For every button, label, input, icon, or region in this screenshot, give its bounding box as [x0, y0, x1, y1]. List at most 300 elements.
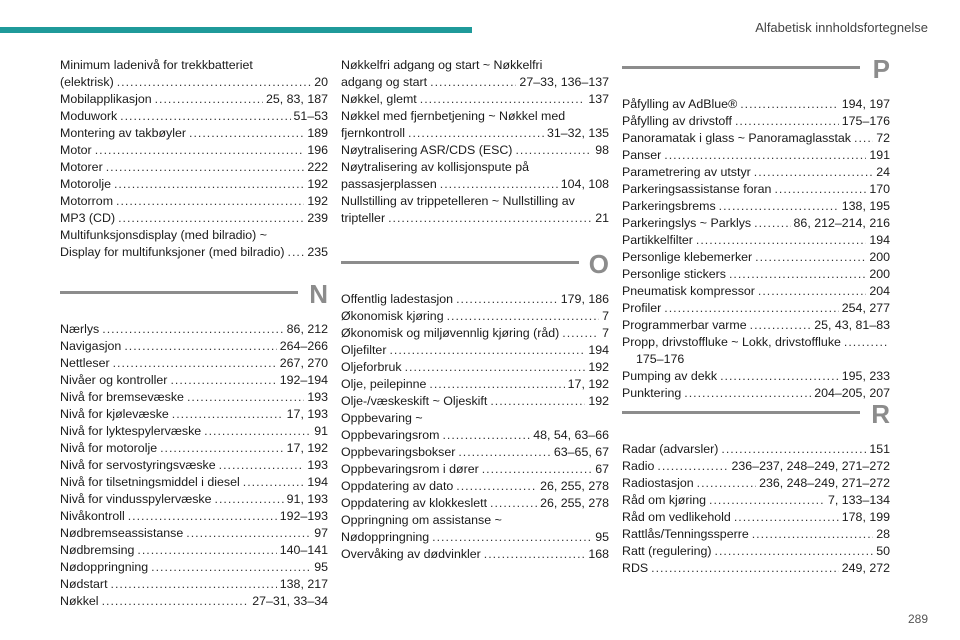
entry-pages: 236–237, 248–249, 271–272 — [731, 459, 890, 473]
leader-dots — [490, 393, 585, 410]
index-entry — [60, 91, 328, 108]
entry-pages: 192 — [588, 394, 609, 408]
entry-pages: 168 — [588, 547, 609, 561]
index-entry — [622, 164, 890, 181]
leader-dots — [117, 74, 312, 91]
entry-pages: 195, 233 — [841, 369, 890, 383]
index-entry — [60, 227, 328, 261]
leader-dots — [155, 91, 263, 108]
index-entry — [622, 475, 890, 492]
entry-pages: 175–176 — [841, 114, 890, 128]
index-entry — [341, 478, 609, 495]
index-entry — [622, 113, 890, 130]
leader-dots — [752, 526, 873, 543]
entry-term: Nivå for servostyringsvæske — [60, 458, 216, 472]
index-entry — [60, 491, 328, 508]
leader-dots — [482, 461, 592, 478]
entry-term: Oljeforbruk — [341, 360, 402, 374]
index-entry — [60, 406, 328, 423]
entry-term: Multifunksjonsdisplay (med bilradio) ~ — [60, 228, 267, 242]
entry-pages: 86, 212 — [286, 322, 328, 336]
entry-pages: 222 — [307, 160, 328, 174]
index-entry — [60, 474, 328, 491]
entry-term: Nøytralisering ASR/CDS (ESC) — [341, 143, 513, 157]
index-entry — [60, 423, 328, 440]
entry-pages: 17, 192 — [286, 441, 328, 455]
entry-pages: 194 — [869, 233, 890, 247]
index-entry — [622, 249, 890, 266]
index-entry — [622, 300, 890, 317]
entry-pages: 27–33, 136–137 — [519, 75, 609, 89]
leader-dots — [128, 508, 277, 525]
entry-term: Oppdatering av klokkeslett — [341, 496, 488, 510]
leader-dots — [709, 492, 825, 509]
entry-pages: 138, 217 — [279, 577, 328, 591]
index-entry — [60, 559, 328, 576]
entry-term: Display for multifunksjoner (med bilradio) — [60, 245, 285, 259]
entry-term: Parkeringsassistanse foran — [622, 182, 772, 196]
entry-term: Oppbevaringsbokser — [341, 445, 456, 459]
entry-term: Olje, peilepinne — [341, 377, 427, 391]
index-entry — [622, 198, 890, 215]
section-header-n — [60, 279, 328, 325]
index-entry — [60, 176, 328, 193]
entry-pages: 95 — [314, 560, 328, 574]
index-entry — [622, 385, 890, 402]
leader-dots — [288, 244, 305, 261]
leader-dots — [774, 181, 866, 198]
entry-pages: 204 — [869, 284, 890, 298]
entry-term: Nødoppringning — [341, 530, 430, 544]
entry-pages: 175–176 — [636, 352, 685, 366]
index-entry — [60, 593, 328, 610]
leader-dots — [754, 164, 873, 181]
entry-term: Oppringning om assistanse ~ — [341, 513, 502, 527]
index-entry — [60, 142, 328, 159]
entry-pages: 7 — [602, 309, 609, 323]
entry-term: Økonomisk kjøring — [341, 309, 444, 323]
entry-pages: 239 — [307, 211, 328, 225]
entry-term: Panser — [622, 148, 662, 162]
index-entry — [341, 308, 609, 325]
entry-pages: 235 — [307, 245, 328, 259]
entry-term: Oppbevaringsrom i dører — [341, 462, 479, 476]
index-entry — [60, 108, 328, 125]
index-entry — [60, 372, 328, 389]
entry-pages: 51–53 — [293, 109, 328, 123]
entry-pages: 249, 272 — [841, 561, 890, 575]
index-entry — [60, 457, 328, 474]
entry-term: (elektrisk) — [60, 75, 114, 89]
index-entry — [341, 193, 609, 227]
leader-dots — [114, 176, 304, 193]
entry-pages: 138, 195 — [841, 199, 890, 213]
leader-dots — [189, 125, 304, 142]
section-rule — [60, 291, 298, 294]
index-entry — [622, 509, 890, 526]
entry-pages: 192 — [588, 360, 609, 374]
index-entry — [60, 440, 328, 457]
entry-pages: 179, 186 — [560, 292, 609, 306]
section-header-r — [622, 399, 890, 445]
index-entry — [622, 526, 890, 543]
index-entry — [622, 492, 890, 509]
leader-dots — [854, 130, 873, 147]
leader-dots — [243, 474, 305, 491]
leader-dots — [720, 368, 839, 385]
entry-pages: 191 — [869, 148, 890, 162]
entry-term: Punktering — [622, 386, 682, 400]
leader-dots — [684, 385, 811, 402]
entry-pages: 86, 212–214, 216 — [793, 216, 890, 230]
entry-term: Nøkkel med fjernbetjening ~ Nøkkel med — [341, 109, 566, 123]
leader-dots — [120, 108, 290, 125]
leader-dots — [111, 576, 277, 593]
entry-term: Nøkkel — [60, 594, 99, 608]
entry-term: Oppbevaring ~ — [341, 411, 423, 425]
entry-term: Nivåer og kontroller — [60, 373, 168, 387]
leader-dots — [735, 113, 839, 130]
entry-term: Nullstilling av trippetelleren ~ Nullstilling av — [341, 194, 575, 208]
section-rule — [622, 411, 860, 414]
entry-term: Nødbremseassistanse — [60, 526, 184, 540]
entry-term: Motorer — [60, 160, 103, 174]
entry-term: Råd om vedlikehold — [622, 510, 731, 524]
entry-pages: 17, 193 — [286, 407, 328, 421]
leader-dots — [456, 291, 558, 308]
entry-term: Nivå for bremsevæske — [60, 390, 184, 404]
entry-term: Moduwork — [60, 109, 118, 123]
entry-pages: 97 — [314, 526, 328, 540]
leader-dots — [420, 91, 586, 108]
leader-dots — [447, 308, 600, 325]
index-entry — [341, 342, 609, 359]
index-entry — [622, 181, 890, 198]
leader-dots — [408, 125, 544, 142]
section-letter: N — [309, 279, 328, 309]
leader-dots — [186, 525, 311, 542]
entry-pages: 194 — [307, 475, 328, 489]
entry-term: fjernkontroll — [341, 126, 406, 140]
index-entry — [622, 334, 890, 368]
entry-pages: 25, 83, 187 — [265, 92, 328, 106]
leader-dots — [721, 441, 866, 458]
index-entry — [622, 215, 890, 232]
header-accent-bar — [0, 27, 472, 33]
entry-term: MP3 (CD) — [60, 211, 116, 225]
leader-dots — [740, 96, 839, 113]
leader-dots — [490, 495, 537, 512]
leader-dots — [170, 372, 276, 389]
index-entry — [341, 512, 609, 546]
entry-term: Oppdatering av dato — [341, 479, 454, 493]
entry-term: Offentlig ladestasjon — [341, 292, 454, 306]
entry-pages: 98 — [595, 143, 609, 157]
entry-pages: 192 — [307, 177, 328, 191]
index-entry — [60, 542, 328, 559]
leader-dots — [388, 210, 592, 227]
entry-term: Nøkkel, glemt — [341, 92, 417, 106]
leader-dots — [187, 389, 304, 406]
leader-dots — [696, 232, 866, 249]
entry-term: Nivå for vindusspylervæske — [60, 492, 212, 506]
index-entry — [622, 283, 890, 300]
leader-dots — [95, 142, 305, 159]
entry-pages: 189 — [307, 126, 328, 140]
entry-pages: 194 — [588, 343, 609, 357]
entry-pages: 193 — [307, 458, 328, 472]
index-entry — [341, 159, 609, 193]
entry-pages: 24 — [876, 165, 890, 179]
index-entry — [60, 338, 328, 355]
index-entry — [622, 96, 890, 113]
leader-dots — [734, 509, 839, 526]
index-entry — [622, 147, 890, 164]
leader-dots — [442, 427, 530, 444]
entry-pages: 7 — [602, 326, 609, 340]
entry-term: Ratt (regulering) — [622, 544, 712, 558]
leader-dots — [456, 478, 537, 495]
index-entry — [60, 355, 328, 372]
entry-term: Nærlys — [60, 322, 100, 336]
leader-dots — [715, 543, 874, 560]
entry-pages: 50 — [876, 544, 890, 558]
leader-dots — [664, 300, 839, 317]
entry-term: Nødoppringning — [60, 560, 149, 574]
entry-pages: 91, 193 — [286, 492, 328, 506]
entry-term: Personlige stickers — [622, 267, 726, 281]
section-letter: O — [588, 249, 609, 279]
index-entry — [622, 368, 890, 385]
entry-pages: 193 — [307, 390, 328, 404]
entry-pages: 48, 54, 63–66 — [533, 428, 609, 442]
leader-dots — [106, 159, 305, 176]
entry-term: RDS — [622, 561, 649, 575]
index-entry — [341, 108, 609, 142]
entry-pages: 200 — [869, 250, 890, 264]
entry-pages: 170 — [869, 182, 890, 196]
index-entry — [341, 546, 609, 563]
entry-pages: 267, 270 — [279, 356, 328, 370]
leader-dots — [754, 215, 790, 232]
leader-dots — [124, 338, 276, 355]
index-entry — [622, 266, 890, 283]
entry-term: Programmerbar varme — [622, 318, 747, 332]
entry-pages: 194, 197 — [841, 97, 890, 111]
entry-pages: 67 — [595, 462, 609, 476]
entry-term: Personlige klebemerker — [622, 250, 753, 264]
leader-dots — [151, 559, 311, 576]
leader-dots — [758, 283, 866, 300]
entry-term: Oppbevaringsrom — [341, 428, 440, 442]
entry-term: Parkeringslys ~ Parklys — [622, 216, 752, 230]
entry-pages: 204–205, 207 — [814, 386, 890, 400]
leader-dots — [429, 376, 564, 393]
entry-term: Minimum ladenivå for trekkbatteriet — [60, 58, 253, 72]
entry-term: Nettleser — [60, 356, 110, 370]
index-entry — [341, 410, 609, 444]
index-entry — [622, 458, 890, 475]
leader-dots — [116, 193, 304, 210]
page-number: 289 — [907, 612, 928, 626]
index-entry — [60, 508, 328, 525]
entry-term: Påfylling av AdBlue® — [622, 97, 738, 111]
leader-dots — [137, 542, 276, 559]
index-entry — [60, 389, 328, 406]
entry-term: Økonomisk og miljøvennlig kjøring (råd) — [341, 326, 560, 340]
entry-pages: 91 — [314, 424, 328, 438]
entry-pages: 28 — [876, 527, 890, 541]
entry-term: Nivå for kjølevæske — [60, 407, 169, 421]
index-entry — [341, 57, 609, 91]
index-entry — [60, 525, 328, 542]
entry-pages: 192 — [307, 194, 328, 208]
entry-term: Nødstart — [60, 577, 108, 591]
index-entry — [341, 495, 609, 512]
index-entry — [341, 376, 609, 393]
entry-pages: 25, 43, 81–83 — [814, 318, 890, 332]
section-letter: R — [871, 399, 890, 429]
index-entry — [341, 359, 609, 376]
entry-pages: 151 — [869, 442, 890, 456]
entry-pages: 26, 255, 278 — [540, 479, 609, 493]
entry-pages: 72 — [876, 131, 890, 145]
entry-term: Nivå for motorolje — [60, 441, 158, 455]
index-entry — [622, 232, 890, 249]
entry-term: passasjerplassen — [341, 177, 437, 191]
entry-term: Nødbremsing — [60, 543, 135, 557]
entry-term: Olje-/væskeskift ~ Oljeskift — [341, 394, 488, 408]
entry-term: Montering av takbøyler — [60, 126, 187, 140]
leader-dots — [113, 355, 277, 372]
index-entry — [622, 317, 890, 334]
index-entry — [341, 91, 609, 108]
entry-term: Nøkkelfri adgang og start ~ Nøkkelfri — [341, 58, 543, 72]
entry-term: Overvåking av dødvinkler — [341, 547, 481, 561]
entry-term: Råd om kjøring — [622, 493, 707, 507]
leader-dots — [405, 359, 586, 376]
entry-pages: 264–266 — [279, 339, 328, 353]
leader-dots — [697, 475, 756, 492]
leader-dots — [515, 142, 592, 159]
entry-pages: 192–193 — [279, 509, 328, 523]
entry-term: Radio — [622, 459, 655, 473]
leader-dots — [729, 266, 866, 283]
entry-term: Panoramatak i glass ~ Panoramaglasstak — [622, 131, 852, 145]
index-entry — [622, 130, 890, 147]
entry-pages: 7, 133–134 — [827, 493, 890, 507]
leader-dots — [844, 334, 887, 351]
entry-pages: 20 — [314, 75, 328, 89]
leader-dots — [657, 458, 728, 475]
entry-pages: 31–32, 135 — [546, 126, 609, 140]
entry-term: Nivå for lyktespylervæske — [60, 424, 202, 438]
entry-term: Motor — [60, 143, 92, 157]
index-entry — [622, 543, 890, 560]
entry-term: Nivåkontroll — [60, 509, 125, 523]
entry-term: Nivå for tilsetningsmiddel i diesel — [60, 475, 240, 489]
entry-pages: 196 — [307, 143, 328, 157]
index-entry — [60, 159, 328, 176]
section-header-p — [622, 54, 890, 100]
entry-term: Radiostasjon — [622, 476, 694, 490]
entry-term: Oljefilter — [341, 343, 387, 357]
entry-term: Profiler — [622, 301, 662, 315]
entry-pages: 200 — [869, 267, 890, 281]
index-entry — [341, 461, 609, 478]
entry-term: Mobilapplikasjon — [60, 92, 152, 106]
index-entry — [341, 325, 609, 342]
entry-pages: 63–65, 67 — [553, 445, 609, 459]
section-header-o — [341, 249, 609, 295]
index-entry — [341, 444, 609, 461]
leader-dots — [664, 147, 866, 164]
entry-pages: 236, 248–249, 271–272 — [759, 476, 890, 490]
entry-pages: 95 — [595, 530, 609, 544]
section-letter: P — [872, 54, 890, 84]
entry-term: Partikkelfilter — [622, 233, 693, 247]
leader-dots — [215, 491, 284, 508]
entry-pages: 104, 108 — [560, 177, 609, 191]
entry-pages: 27–31, 33–34 — [252, 594, 328, 608]
index-entry — [60, 193, 328, 210]
leader-dots — [118, 210, 304, 227]
index-entry — [60, 576, 328, 593]
leader-dots — [389, 342, 585, 359]
entry-term: Nøytralisering av kollisjonspute på — [341, 160, 530, 174]
leader-dots — [719, 198, 839, 215]
index-entry — [341, 291, 609, 308]
entry-pages: 254, 277 — [841, 301, 890, 315]
entry-term: Motorolje — [60, 177, 111, 191]
index-entry — [341, 142, 609, 159]
leader-dots — [458, 444, 551, 461]
section-rule — [622, 66, 860, 69]
leader-dots — [562, 325, 599, 342]
leader-dots — [160, 440, 284, 457]
entry-pages: 192–194 — [279, 373, 328, 387]
entry-term: tripteller — [341, 211, 386, 225]
leader-dots — [172, 406, 284, 423]
leader-dots — [750, 317, 812, 334]
leader-dots — [204, 423, 311, 440]
entry-pages: 21 — [595, 211, 609, 225]
entry-pages: 178, 199 — [841, 510, 890, 524]
entry-pages: 140–141 — [279, 543, 328, 557]
leader-dots — [219, 457, 305, 474]
entry-pages: 17, 192 — [567, 377, 609, 391]
entry-term: Pneumatisk kompressor — [622, 284, 755, 298]
leader-dots — [484, 546, 586, 563]
entry-term: Rattlås/Tenningssperre — [622, 527, 749, 541]
entry-term: Radar (advarsler) — [622, 442, 719, 456]
index-entry — [622, 441, 890, 458]
entry-term: Motorrom — [60, 194, 114, 208]
entry-term: Pumping av dekk — [622, 369, 718, 383]
page-title: Alfabetisk innholdsfortegnelse — [755, 20, 928, 35]
leader-dots — [755, 249, 866, 266]
entry-term: Påfylling av drivstoff — [622, 114, 732, 128]
entry-term: adgang og start — [341, 75, 428, 89]
leader-dots — [440, 176, 558, 193]
entry-term: Propp, drivstofflukе ~ Lokk, drivstoffluke — [622, 335, 841, 349]
leader-dots — [102, 593, 250, 610]
index-entry — [60, 321, 328, 338]
entry-term: Navigasjon — [60, 339, 122, 353]
entry-term: Parkeringsbrems — [622, 199, 716, 213]
entry-pages: 26, 255, 278 — [540, 496, 609, 510]
index-entry — [60, 210, 328, 227]
